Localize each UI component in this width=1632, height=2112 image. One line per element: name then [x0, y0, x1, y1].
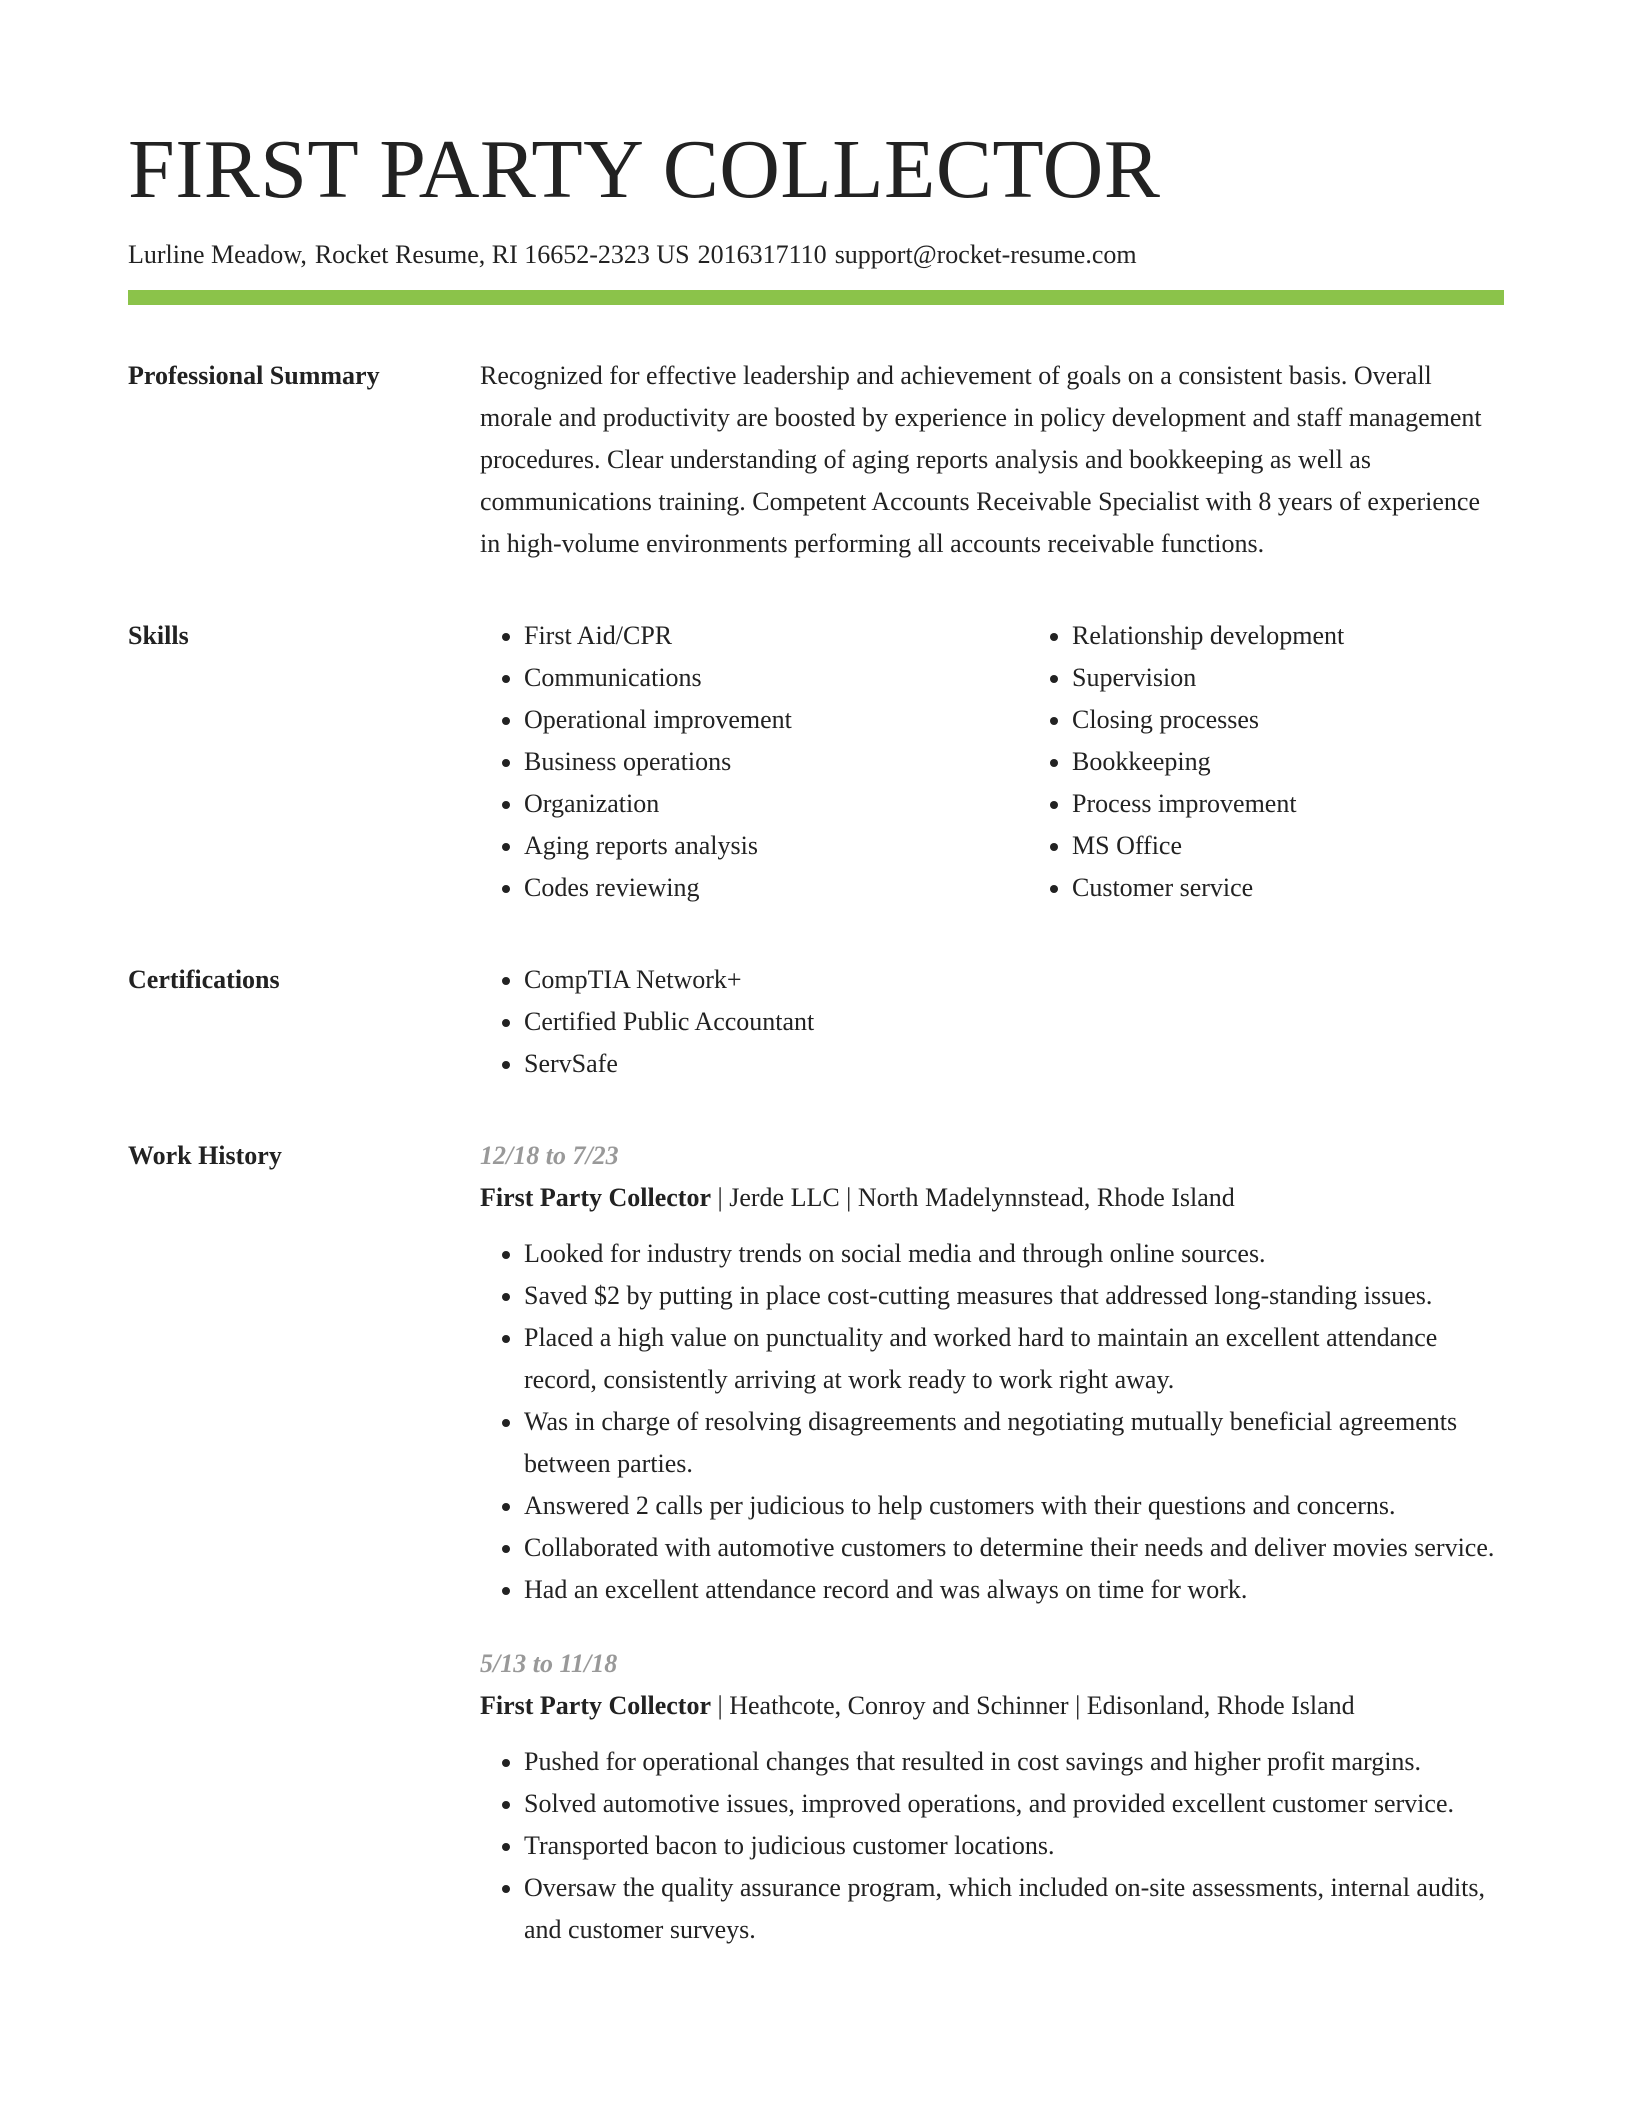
job-details: | Heathcote, Conroy and Schinner | Edisonland, Rhode Island — [711, 1691, 1355, 1720]
contact-phone: 2016317110 — [697, 240, 827, 269]
contact-line — [128, 238, 1504, 272]
job-bullet: • Saved $2 by putting in place cost-cutting measures that addressed long-standing issues. — [524, 1275, 1504, 1317]
certifications-list — [480, 959, 1504, 1085]
job-heading — [480, 1685, 1504, 1727]
skill-item: • Relationship development — [1072, 615, 1576, 657]
certification-item: • ServSafe — [524, 1043, 1504, 1085]
skill-item: • Supervision — [1072, 657, 1576, 699]
skills-body — [480, 615, 1576, 909]
skill-item: • MS Office — [1072, 825, 1576, 867]
skill-item: • Business operations — [524, 741, 1028, 783]
contact-address: Rocket Resume, RI 16652-2323 US — [314, 240, 690, 269]
job-heading — [480, 1177, 1504, 1219]
job-dates: 5/13 to 11/18 — [480, 1649, 618, 1678]
skill-item: • Closing processes — [1072, 699, 1576, 741]
skill-item: • Operational improvement — [524, 699, 1028, 741]
work-history-section — [128, 1135, 1504, 1983]
contact-name: Lurline Meadow, — [128, 240, 307, 269]
job-bullet: • Answered 2 calls per judicious to help customers with their questions and concerns. — [524, 1485, 1504, 1527]
certifications-body — [480, 959, 1504, 1085]
skill-item: • First Aid/CPR — [524, 615, 1028, 657]
summary-section — [128, 355, 1504, 565]
job-bullet: • Was in charge of resolving disagreements and negotiating mutually beneficial agreements between parties. — [524, 1401, 1504, 1485]
skill-item: • Process improvement — [1072, 783, 1576, 825]
job-bullet: • Pushed for operational changes that resulted in cost savings and higher profit margins. — [524, 1741, 1504, 1783]
skill-item: • Aging reports analysis — [524, 825, 1028, 867]
job-bullet: • Placed a high value on punctuality and worked hard to maintain an excellent attendance record, consistently arriving at work ready to work right away. — [524, 1317, 1504, 1401]
job-bullet: • Collaborated with automotive customers to determine their needs and deliver movies service. — [524, 1527, 1504, 1569]
skill-item: • Organization — [524, 783, 1028, 825]
certification-item: • Certified Public Accountant — [524, 1001, 1504, 1043]
job-bullet: • Had an excellent attendance record and was always on time for work. — [524, 1569, 1504, 1611]
skills-list-left — [480, 615, 1028, 909]
work-history-body — [480, 1135, 1504, 1983]
job-dates: 12/18 to 7/23 — [480, 1141, 619, 1170]
skill-item: • Codes reviewing — [524, 867, 1028, 909]
header-divider — [128, 290, 1504, 305]
skills-list-right — [1028, 615, 1576, 909]
summary-text: Recognized for effective leadership and achievement of goals on a consistent basis. Overall morale and productivity are boosted by experience in policy development and staff management procedures. Clear understanding of aging reports analysis and bookkeeping as well as communications training. Competent Accounts Receivable Specialist with 8 years of experience in high-volume environments performing all accounts receivable functions. — [480, 361, 1482, 558]
certifications-section — [128, 959, 1504, 1085]
job-entry — [480, 1643, 1504, 1951]
job-title: First Party Collector — [480, 1183, 712, 1212]
job-bullet: • Solved automotive issues, improved operations, and provided excellent customer service. — [524, 1783, 1504, 1825]
job-bullet: • Transported bacon to judicious customer locations. — [524, 1825, 1504, 1867]
job-bullet: • Oversaw the quality assurance program, which included on-site assessments, internal audits, and customer surveys. — [524, 1867, 1504, 1951]
job-bullet: • Looked for industry trends on social media and through online sources. — [524, 1233, 1504, 1275]
resume-page — [128, 120, 1504, 1983]
skill-item: • Communications — [524, 657, 1028, 699]
summary-heading: Professional Summary — [128, 361, 380, 390]
job-title: First Party Collector — [480, 1691, 712, 1720]
skills-section — [128, 615, 1504, 909]
certification-item: • CompTIA Network+ — [524, 959, 1504, 1001]
summary-body — [480, 355, 1504, 565]
job-entry — [480, 1135, 1504, 1611]
skills-heading: Skills — [128, 621, 189, 650]
certifications-heading: Certifications — [128, 965, 280, 994]
skill-item: • Customer service — [1072, 867, 1576, 909]
contact-email: support@rocket-resume.com — [834, 240, 1137, 269]
resume-name: FIRST PARTY COLLECTOR — [128, 123, 1161, 216]
skill-item: • Bookkeeping — [1072, 741, 1576, 783]
job-details: | Jerde LLC | North Madelynnstead, Rhode Island — [711, 1183, 1235, 1212]
work-history-heading: Work History — [128, 1141, 282, 1170]
job-bullets — [480, 1741, 1504, 1951]
job-bullets — [480, 1233, 1504, 1611]
